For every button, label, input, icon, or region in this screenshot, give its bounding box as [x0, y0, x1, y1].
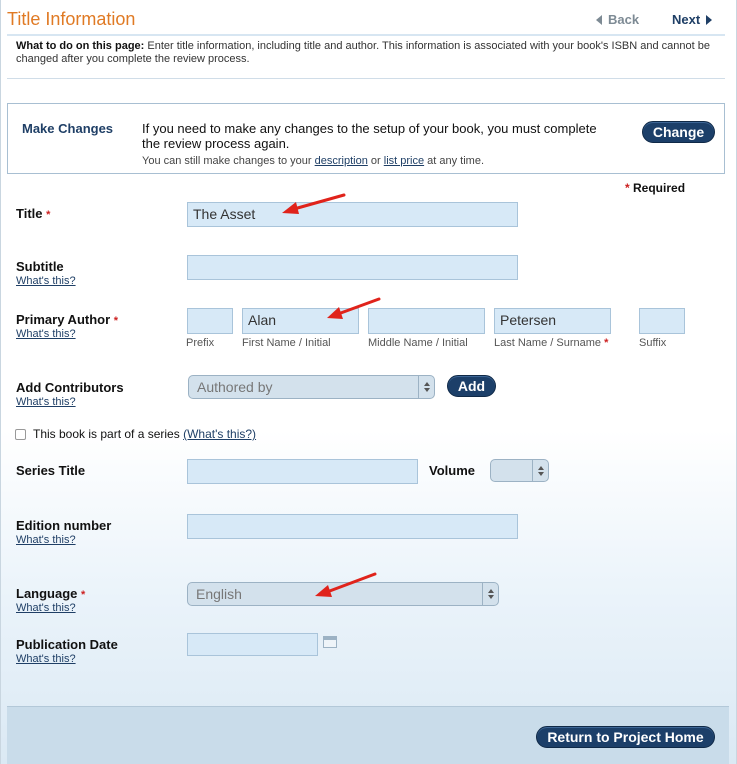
make-changes-subtext: [142, 155, 484, 167]
title-required-star: *: [46, 209, 51, 221]
series-checkbox-text: This book is part of a series: [33, 427, 180, 441]
make-changes-title: Make Changes: [22, 121, 114, 136]
language-select-arrows-icon: [482, 583, 498, 605]
subtext-prefix: You can still make changes to your: [142, 155, 315, 167]
last-name-required-star: *: [604, 337, 609, 349]
make-changes-text: If you need to make any changes to the setup of your book, you must complete the review process again.: [142, 121, 597, 151]
first-name-caption: First Name / Initial: [242, 337, 331, 349]
add-contributor-button[interactable]: Add: [447, 375, 496, 397]
author-whats-this-link[interactable]: What's this?: [16, 328, 76, 340]
author-last-name-input[interactable]: Petersen: [494, 308, 611, 334]
series-whats-this-link[interactable]: (What's this?): [183, 427, 257, 441]
edition-number-input[interactable]: [187, 514, 518, 539]
language-whats-this-link[interactable]: What's this?: [16, 602, 76, 614]
author-middle-name-input[interactable]: [368, 308, 485, 334]
publication-date-whats-this-link[interactable]: What's this?: [16, 653, 76, 665]
language-label-text: Language: [16, 586, 78, 601]
series-checkbox-label: [33, 427, 256, 441]
next-button[interactable]: [672, 12, 712, 27]
subtext-or: or: [367, 155, 384, 167]
contributors-whats-this-link[interactable]: What's this?: [16, 396, 76, 408]
middle-name-caption: Middle Name / Initial: [368, 337, 468, 349]
red-annotation-arrow-icon: [313, 572, 377, 600]
last-name-caption: [494, 337, 608, 349]
calendar-icon[interactable]: [323, 636, 337, 648]
author-prefix-input[interactable]: [187, 308, 233, 334]
volume-select[interactable]: [490, 459, 549, 482]
red-annotation-arrow-icon: [325, 297, 381, 321]
description-link[interactable]: description: [314, 155, 368, 167]
contributor-role-select[interactable]: [188, 375, 435, 399]
instructions-text: Enter title information, including title and author. This information is associated with your book's ISBN and cannot be changed after you complete the review process.: [16, 40, 710, 65]
volume-label: Volume: [429, 463, 475, 478]
series-checkbox[interactable]: [15, 429, 26, 440]
primary-author-label-text: Primary Author: [16, 312, 111, 327]
back-arrow-icon: [596, 15, 602, 25]
contributors-label: Add Contributors: [16, 380, 124, 395]
page-title: Title Information: [7, 9, 136, 29]
edition-label: Edition number: [16, 518, 112, 533]
instructions-divider: [7, 78, 725, 79]
next-label: Next: [672, 12, 701, 27]
volume-select-arrows-icon: [532, 460, 548, 481]
header-divider: [7, 34, 725, 36]
author-first-name-input[interactable]: Alan: [242, 308, 359, 334]
subtitle-label: Subtitle: [16, 259, 64, 274]
edition-whats-this-link[interactable]: What's this?: [16, 534, 76, 546]
required-star: *: [625, 181, 630, 195]
required-note: [625, 181, 685, 195]
list-price-link[interactable]: list price: [383, 155, 425, 167]
language-value: English: [196, 586, 242, 602]
select-arrows-icon: [418, 376, 434, 398]
title-label-text: Title: [16, 206, 43, 221]
suffix-caption: Suffix: [639, 337, 667, 349]
back-label: Back: [608, 12, 640, 27]
title-input[interactable]: The Asset: [187, 202, 518, 227]
back-button[interactable]: [596, 12, 639, 27]
author-suffix-input[interactable]: [639, 308, 685, 334]
series-title-label: Series Title: [16, 463, 86, 478]
author-required-star: *: [113, 315, 119, 327]
required-label: Required: [633, 181, 686, 195]
publication-date-label: Publication Date: [16, 637, 118, 652]
last-name-caption-text: Last Name / Surname: [494, 337, 601, 349]
publication-date-input[interactable]: [187, 633, 318, 656]
title-label: [16, 206, 50, 221]
return-to-project-home-button[interactable]: Return to Project Home: [536, 726, 715, 748]
change-button[interactable]: Change: [642, 121, 715, 143]
language-required-star: *: [81, 589, 86, 601]
instructions-lead: What to do on this page:: [16, 40, 145, 52]
red-annotation-arrow-icon: [280, 193, 346, 217]
contributor-role-value: Authored by: [197, 379, 273, 395]
prefix-caption: Prefix: [186, 337, 215, 349]
subtitle-input[interactable]: [187, 255, 518, 280]
instructions: [16, 40, 726, 66]
primary-author-label: [16, 312, 118, 327]
series-title-input[interactable]: [187, 459, 418, 484]
language-label: [16, 586, 85, 601]
subtext-suffix: at any time.: [424, 155, 485, 167]
subtitle-whats-this-link[interactable]: What's this?: [16, 275, 76, 287]
next-arrow-icon: [706, 15, 712, 25]
